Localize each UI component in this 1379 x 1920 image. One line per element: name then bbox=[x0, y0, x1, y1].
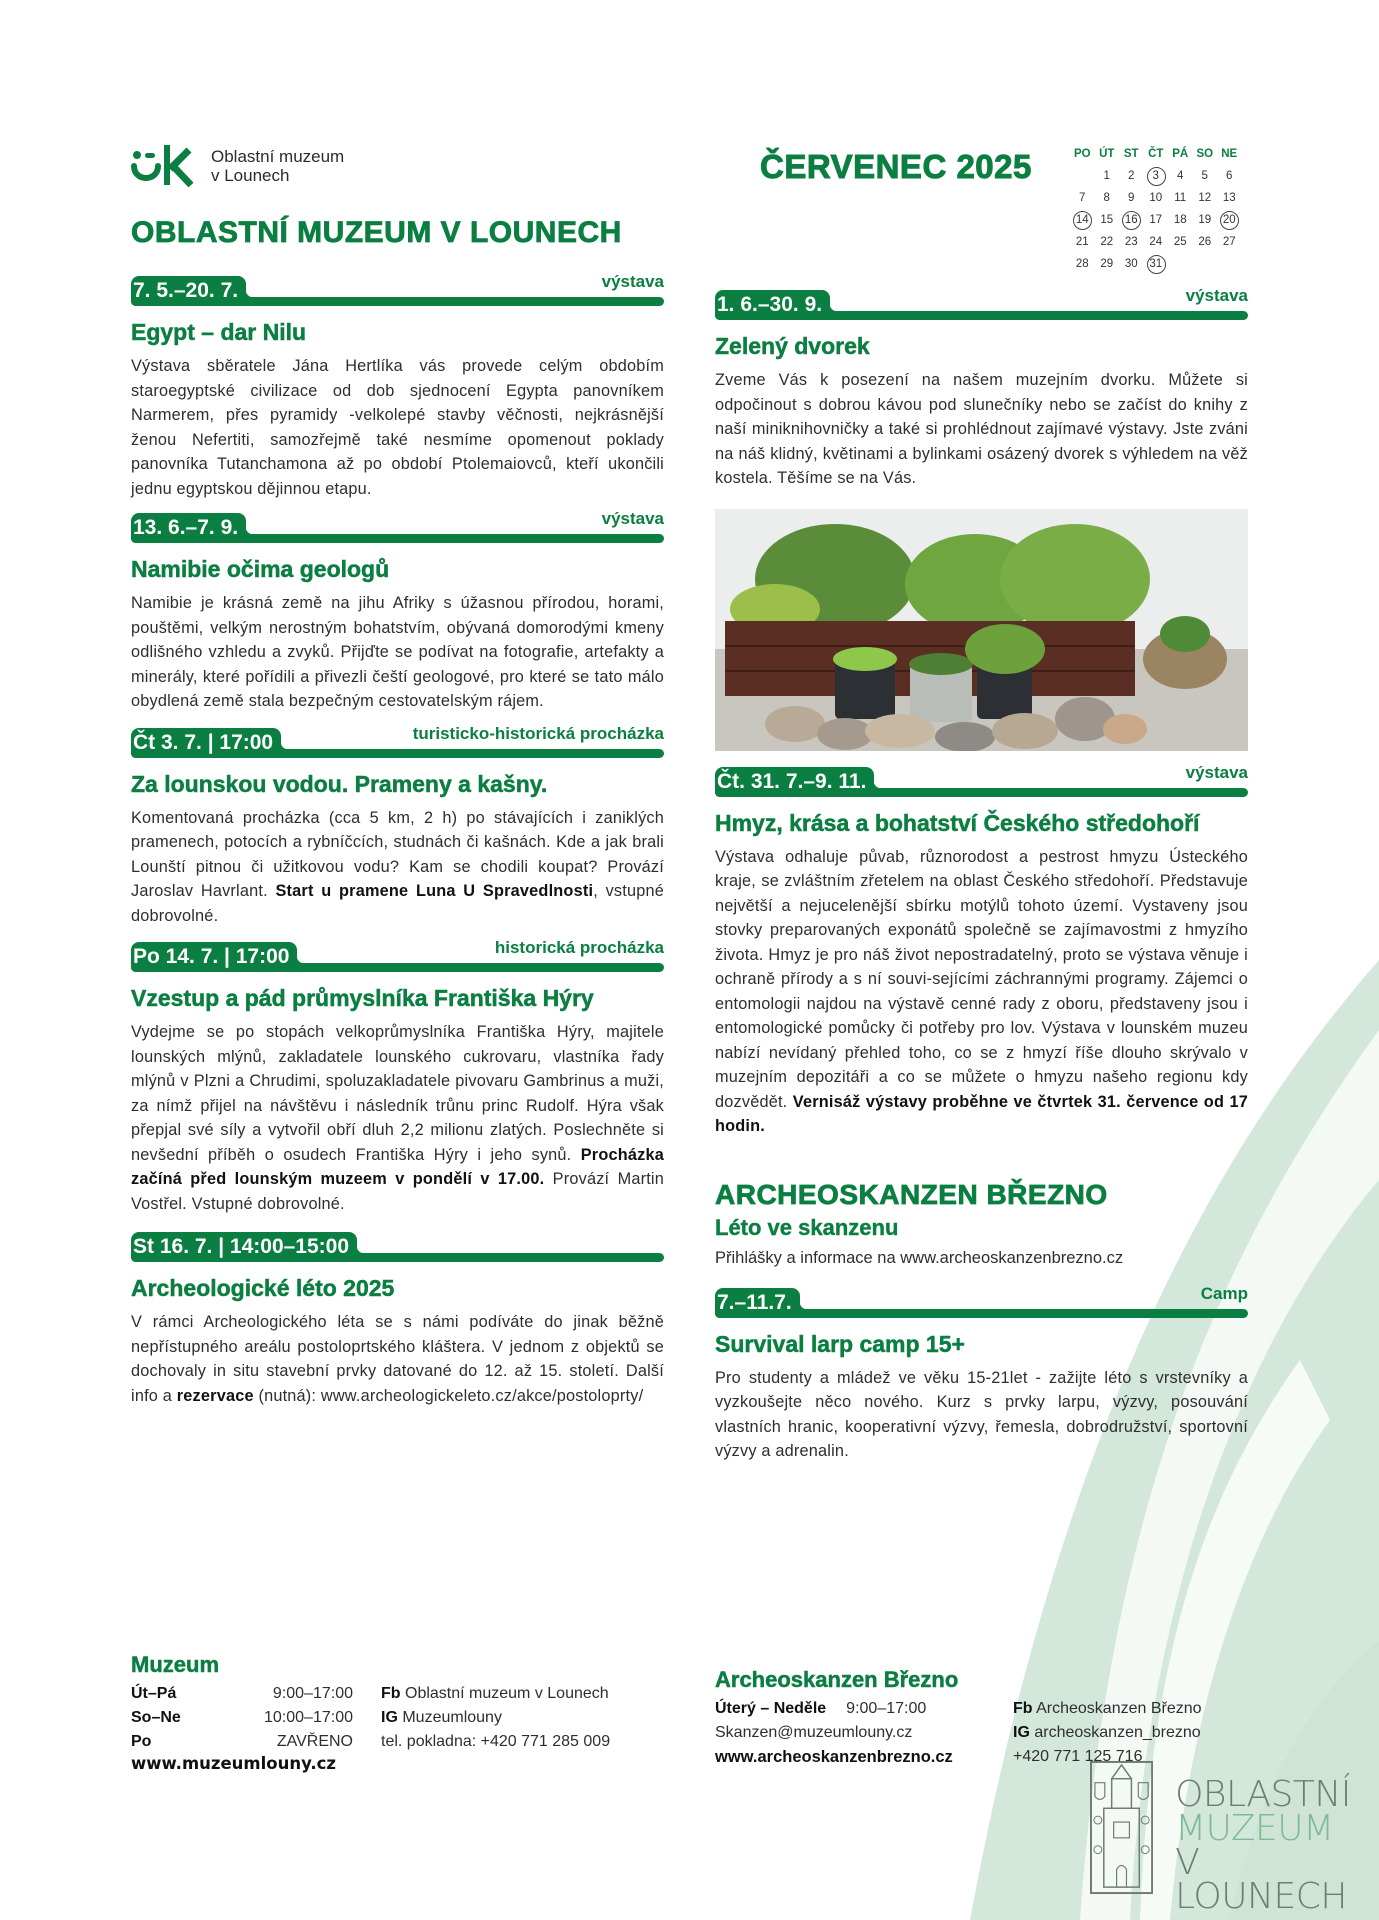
event-date-bar bbox=[131, 1232, 664, 1262]
calendar-day: 8 bbox=[1103, 192, 1110, 204]
event-date-bar bbox=[131, 272, 664, 306]
event-date-bar bbox=[131, 938, 664, 972]
event-description: Pro studenty a mládež ve věku 15-21let - zažijte léto s vrstevníky a vyzkoušejte něco nového. Kurz s prvky larpu, výzvy, posouvání vlastních hranic, kooperativní výzvy, řemesla, dobrodružství, sportovní výzvy a adrenalin. bbox=[715, 1368, 1248, 1460]
hours-days: So–Ne bbox=[131, 1709, 181, 1726]
event-description: Výstava odhaluje půvab, různorodost a pestrost hmyzu Ústeckého kraje, se zvláštním zřetelem na oblast Českého středohoří. Představuje největší a nejucelenější sbírku motýlů tohoto území. Vystaveny jsou stovky preparovaných exponátů společně se zajímavostmi z hmyzího života. Hmyz je pro náš život nepostradatelný, proto se výstava věnuje i ochraně přírody a s ní souvi-sejícími záchrannými programy. Zájemci o entomologii najdou na výstavě cenné rady z oboru, představeny jsou i entomologické pomůcky či potřeby pro lov. Výstava v lounském muzeu nabízí nevídaný přehled toho, co se z hmyzí říše dlouho skrývalo v muzejním depozitáři a co se můžete o hmyzu našeho regionu kdy dozvědět. Vernisáž výstavy proběhne ve čtvrtek 31. července od 17 hodin. bbox=[715, 847, 1248, 1135]
calendar-day: 23 bbox=[1124, 236, 1138, 248]
calendar-weekday: ÚT bbox=[1099, 148, 1115, 160]
event-type: výstava bbox=[601, 509, 664, 528]
event-item bbox=[715, 286, 1248, 491]
footer-logo-line-3: V LOUNECH bbox=[1175, 1842, 1347, 1917]
skanzen-info-title: Archeoskanzen Březno bbox=[715, 1667, 959, 1692]
event-type: výstava bbox=[1185, 286, 1248, 305]
calendar-day: 11 bbox=[1174, 192, 1187, 204]
event-item bbox=[715, 762, 1248, 1139]
calendar-day: 4 bbox=[1177, 170, 1184, 182]
event-description: V rámci Archeologického léta se s námi podíváte do jinak běžně nepřístupného areálu postoloprtského kláštera. V jednom z objektů se dochovaly in situ stavební prvky datované do 12. až 15. století. Další info a rezervace (nutná): www.archeologickeleto.cz/akce/postoloprty/ bbox=[131, 1313, 664, 1405]
calendar-day: 18 bbox=[1173, 214, 1187, 226]
right-column bbox=[715, 140, 1248, 1766]
calendar-day-event: 20 bbox=[1217, 210, 1242, 230]
event-item bbox=[131, 272, 664, 501]
event-description: Výstava sběratele Jána Hertlíka vás provede celým obdobím staroegyptské civilizace od dob sjednocení Egypta panovníkem Narmerem, přes pyramidy -velkolepé stavby věčnosti, nejkrásnější ženou Nefertiti, samozřejmě také nesmíme opomenout poklady panovníka Tutanchamona až po období Ptolemaiovců, kteří ukončili jednu egyptskou dějinnou etapu. bbox=[131, 357, 664, 498]
event-date: 7.–11.7. bbox=[715, 1288, 800, 1318]
event-date-bar bbox=[715, 286, 1248, 320]
calendar-empty-cell bbox=[1070, 166, 1095, 186]
hours-days: Po bbox=[131, 1733, 152, 1750]
uk-logo-icon bbox=[131, 142, 201, 190]
footer-logo-line-1: OBLASTNÍ bbox=[1175, 1774, 1351, 1815]
event-type: turisticko-historická procházka bbox=[412, 723, 664, 743]
calendar-day: 27 bbox=[1222, 236, 1236, 248]
calendar-day: 7 bbox=[1079, 192, 1086, 204]
event-description: Namibie je krásná země na jihu Afriky s úžasnou přírodou, horami, pouštěmi, velkým nerostným bohatstvím, obývaná domorodými kmeny odlišného vzhledu a zvyků. Přijďte se podívat na fotografie, artefakty a minerály, které pořídili a přivezli čeští geologové, pro které se tato málo obydlená země stala bezpečným cestovatelským rájem. bbox=[131, 594, 664, 710]
calendar-day: 13 bbox=[1222, 192, 1236, 204]
calendar-day: 5 bbox=[1201, 170, 1208, 182]
event-title: Zelený dvorek bbox=[715, 333, 870, 359]
month-calendar bbox=[1070, 148, 1240, 274]
event-date-bar bbox=[715, 762, 1248, 797]
hours-time: 9:00–17:00 bbox=[272, 1685, 353, 1702]
skanzen-instagram[interactable]: IG archeoskanzen_brezno bbox=[1013, 1724, 1201, 1741]
org-title: OBLASTNÍ MUZEUM V LOUNECH bbox=[131, 216, 622, 249]
event-description: Vydejme se po stopách velkoprůmyslníka Františka Hýry, majitele lounských mlýnů, zakladatele lounského cukrovaru, vlastníka řady mlýnů v Plzni a Chrudimi, spoluzakladatele pivovaru Gambrinus a muži, za nímž přijel na návštěvu i následník trůnu princ Rudolf. Hýra však přepjal své síly a vytvořil obří dluh 2,2 milionu zlatých. Poslechněte si nevšední příběh o osudech Františka Hýry i jeho synů. Procházka začíná před lounským muzeem v pondělí v 17.00. Provází Martin Vostřel. Vstupné dobrovolné. bbox=[131, 1023, 665, 1213]
town-tower-emblem-icon bbox=[1090, 1760, 1153, 1895]
event-title: Archeologické léto 2025 bbox=[131, 1275, 395, 1301]
calendar-day: 2 bbox=[1128, 170, 1135, 182]
skanzen-days: Úterý – Neděle bbox=[715, 1700, 827, 1717]
left-column bbox=[131, 140, 665, 1773]
calendar-day: 30 bbox=[1124, 258, 1138, 270]
event-date: Po 14. 7. | 17:00 bbox=[131, 942, 297, 972]
calendar-day: 25 bbox=[1173, 236, 1187, 248]
skanzen-website-link[interactable]: www.archeoskanzenbrezno.cz bbox=[715, 1748, 953, 1766]
left-events-list bbox=[131, 272, 665, 1408]
hours-days: Út–Pá bbox=[131, 1685, 177, 1702]
calendar-day-event: 16 bbox=[1119, 210, 1144, 230]
event-description: Zveme Vás k posezení na našem muzejním dvorku. Můžete si odpočinout s dobrou kávou pod slunečníky nebo se začíst do knihy z naší miniknihovničky a také si prohlédnout zajímavé výstavy. Jste zváni na náš klidný, květinami a bylinkami osázený dvorek s výhledem na věž kostela. Těšíme se na Vás. bbox=[715, 371, 1248, 487]
logo-line-2: v Lounech bbox=[211, 166, 290, 185]
calendar-day: 12 bbox=[1198, 192, 1212, 204]
calendar-day: 22 bbox=[1100, 236, 1114, 248]
calendar-day: 17 bbox=[1149, 214, 1163, 226]
skanzen-email-link[interactable]: Skanzen@muzeumlouny.cz bbox=[715, 1724, 913, 1741]
calendar-day-event: 31 bbox=[1144, 254, 1169, 274]
calendar-weekday: ST bbox=[1123, 148, 1139, 160]
garden-photo bbox=[715, 509, 1248, 751]
event-title: Za lounskou vodou. Prameny a kašny. bbox=[131, 770, 548, 797]
footer-logo-line-2: MUZEUM bbox=[1175, 1808, 1334, 1849]
calendar-weekday: SO bbox=[1196, 148, 1214, 160]
event-date: Čt. 31. 7.–9. 11. bbox=[715, 767, 874, 797]
calendar-day: 9 bbox=[1128, 192, 1135, 204]
opening-hours bbox=[131, 1682, 353, 1754]
event-item bbox=[131, 938, 665, 1216]
event-title: Vzestup a pád průmyslníka Františka Hýry bbox=[131, 985, 594, 1011]
calendar-day: 29 bbox=[1100, 258, 1114, 270]
event-type: výstava bbox=[601, 272, 664, 291]
hours-time: ZAVŘENO bbox=[276, 1733, 353, 1750]
garden-photo-illustration bbox=[715, 509, 1248, 751]
museum-info-title: Muzeum bbox=[131, 1652, 219, 1677]
calendar-day: 1 bbox=[1103, 170, 1110, 182]
museum-website-link[interactable]: www.muzeumlouny.cz bbox=[131, 1754, 336, 1773]
event-date: 1. 6.–30. 9. bbox=[715, 290, 830, 320]
event-date: Čt 3. 7. | 17:00 bbox=[131, 728, 281, 758]
hours-time: 10:00–17:00 bbox=[264, 1709, 353, 1726]
hours-row bbox=[131, 1682, 353, 1706]
event-title: Namibie očima geologů bbox=[131, 556, 390, 582]
calendar-day-event: 3 bbox=[1144, 166, 1169, 186]
calendar-day: 21 bbox=[1075, 236, 1089, 248]
calendar-day: 24 bbox=[1149, 236, 1163, 248]
event-date-bar bbox=[131, 723, 664, 758]
skanzen-title: ARCHEOSKANZEN BŘEZNO bbox=[715, 1178, 1108, 1210]
event-item bbox=[131, 1232, 664, 1408]
skanzen-info: Přihlášky a informace na www.archeoskanzenbrezno.cz bbox=[715, 1248, 1124, 1267]
event-date-bar bbox=[715, 1283, 1248, 1318]
calendar-weekday: ČT bbox=[1148, 148, 1164, 160]
calendar-day: 10 bbox=[1149, 192, 1163, 204]
hours-row bbox=[131, 1730, 353, 1754]
museum-facebook[interactable]: Fb Oblastní muzeum v Lounech bbox=[381, 1685, 609, 1702]
calendar-day: 26 bbox=[1198, 236, 1212, 248]
event-date-bar bbox=[131, 509, 664, 543]
calendar-weekday: PO bbox=[1073, 148, 1091, 160]
event-title: Hmyz, krása a bohatství Českého středohoří bbox=[715, 809, 1200, 836]
calendar-weekday: NE bbox=[1221, 148, 1238, 160]
museum-info bbox=[131, 1652, 664, 1773]
calendar-day: 6 bbox=[1226, 170, 1233, 182]
skanzen-subtitle: Léto ve skanzenu bbox=[715, 1214, 899, 1240]
event-date: St 16. 7. | 14:00–15:00 bbox=[131, 1232, 357, 1262]
skanzen-info-block bbox=[715, 1667, 1248, 1769]
event-date: 7. 5.–20. 7. bbox=[131, 276, 246, 306]
skanzen-facebook[interactable]: Fb Archeoskanzen Březno bbox=[1013, 1700, 1202, 1717]
museum-phone: tel. pokladna: +420 771 285 009 bbox=[381, 1733, 611, 1750]
event-item bbox=[715, 1283, 1248, 1464]
event-title: Survival larp camp 15+ bbox=[715, 1330, 965, 1357]
event-date: 13. 6.–7. 9. bbox=[131, 513, 246, 543]
event-type: historická procházka bbox=[494, 938, 664, 957]
calendar-day: 19 bbox=[1198, 214, 1212, 226]
calendar-day: 28 bbox=[1075, 258, 1089, 270]
footer-museum-logo bbox=[1090, 1760, 1379, 1917]
event-item bbox=[131, 723, 664, 929]
event-title: Egypt – dar Nilu bbox=[131, 319, 307, 345]
museum-logo bbox=[131, 140, 664, 192]
event-item bbox=[131, 509, 664, 714]
logo-line-1: Oblastní muzeum bbox=[211, 147, 345, 166]
calendar-day-event: 14 bbox=[1070, 210, 1095, 230]
skanzen-time: 9:00–17:00 bbox=[846, 1700, 927, 1717]
museum-instagram[interactable]: IG Muzeumlouny bbox=[381, 1709, 502, 1726]
event-type: výstava bbox=[1185, 762, 1248, 782]
skanzen-section bbox=[715, 1179, 1248, 1464]
calendar-month-title: ČERVENEC 2025 bbox=[760, 148, 1032, 185]
calendar-weekday: PÁ bbox=[1172, 148, 1189, 160]
skanzen-phone: +420 771 125 716 bbox=[1013, 1748, 1143, 1765]
calendar-day: 15 bbox=[1100, 214, 1114, 226]
hours-row bbox=[131, 1706, 353, 1730]
event-description: Komentovaná procházka (cca 5 km, 2 h) po stávajících i zaniklých pramenech, potocích a rybníčcích, studnách či kašnách. Kde a jak brali Lounští pitnou či užitkovou vodu? Kam se chodili koupat? Provází Jaroslav Havrlant. Start u pramene Luna U Spravedlnosti, vstupné dobrovolné. bbox=[131, 808, 664, 925]
event-type: Camp bbox=[1200, 1283, 1248, 1303]
